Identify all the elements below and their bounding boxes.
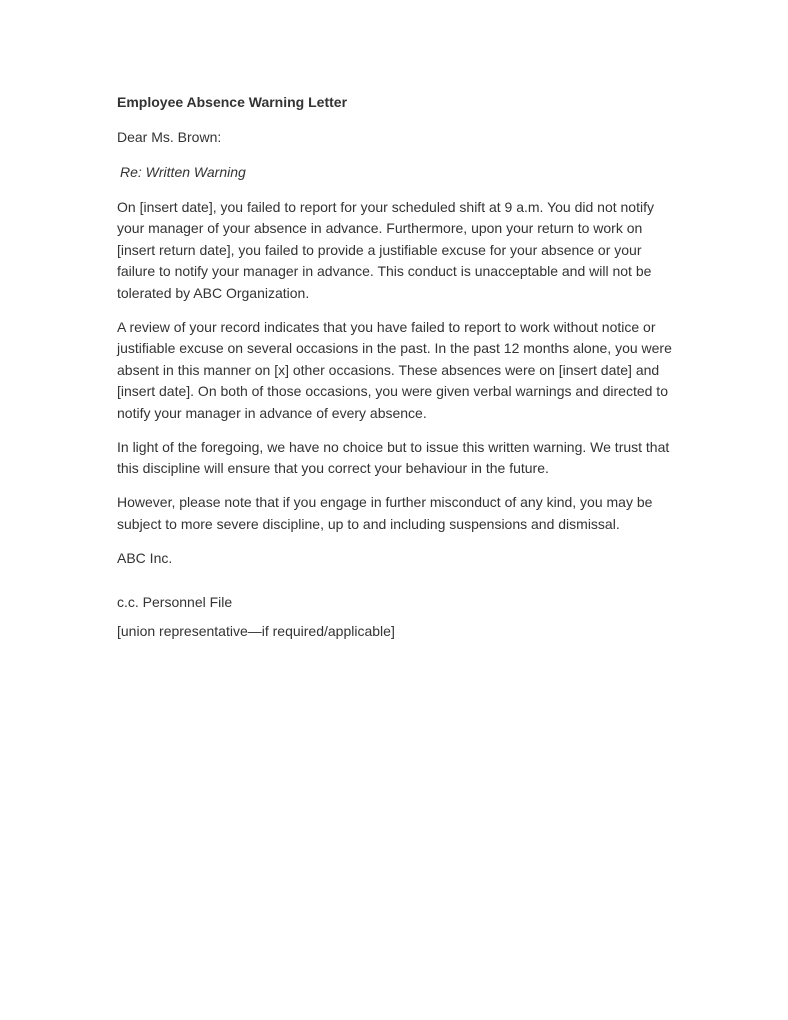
body-paragraph-2: A review of your record indicates that you have failed to report to work without notice or justifiable excuse on several occasions in the past. In the past 12 months alone, you were absent in this manner on [x] other occasions. These absences were on [insert date] and [insert date]. On both of those occasions, you were given verbal warnings and directed to notify your manager in advance of every absence.: [117, 318, 672, 421]
document-title: Employee Absence Warning Letter: [117, 94, 348, 110]
union-representative-note: [union representative—if required/applicable]: [117, 622, 395, 639]
subject-line: Re: Written Warning: [120, 163, 246, 180]
body-paragraph-4: However, please note that if you engage in further misconduct of any kind, you may be subject to more severe discipline, up to and including suspensions and dismissal.: [117, 494, 653, 532]
salutation-line: Dear Ms. Brown:: [117, 128, 222, 145]
cc-line: c.c. Personnel File: [117, 594, 233, 610]
body-paragraph-1: On [insert date], you failed to report for your scheduled shift at 9 a.m. You did not notify your manager of your absence in advance. Furthermore, upon your return to work on [insert return date], you failed to provide a justifiable excuse for your absence or your failure to notify your manager in advance. This conduct is unacceptable and will not be tolerated by ABC Organization.: [117, 198, 654, 301]
signature-line: ABC Inc.: [117, 549, 173, 566]
body-paragraph-3: In light of the foregoing, we have no choice but to issue this written warning. We trust that this discipline will ensure that you correct your behaviour in the future.: [117, 438, 670, 476]
